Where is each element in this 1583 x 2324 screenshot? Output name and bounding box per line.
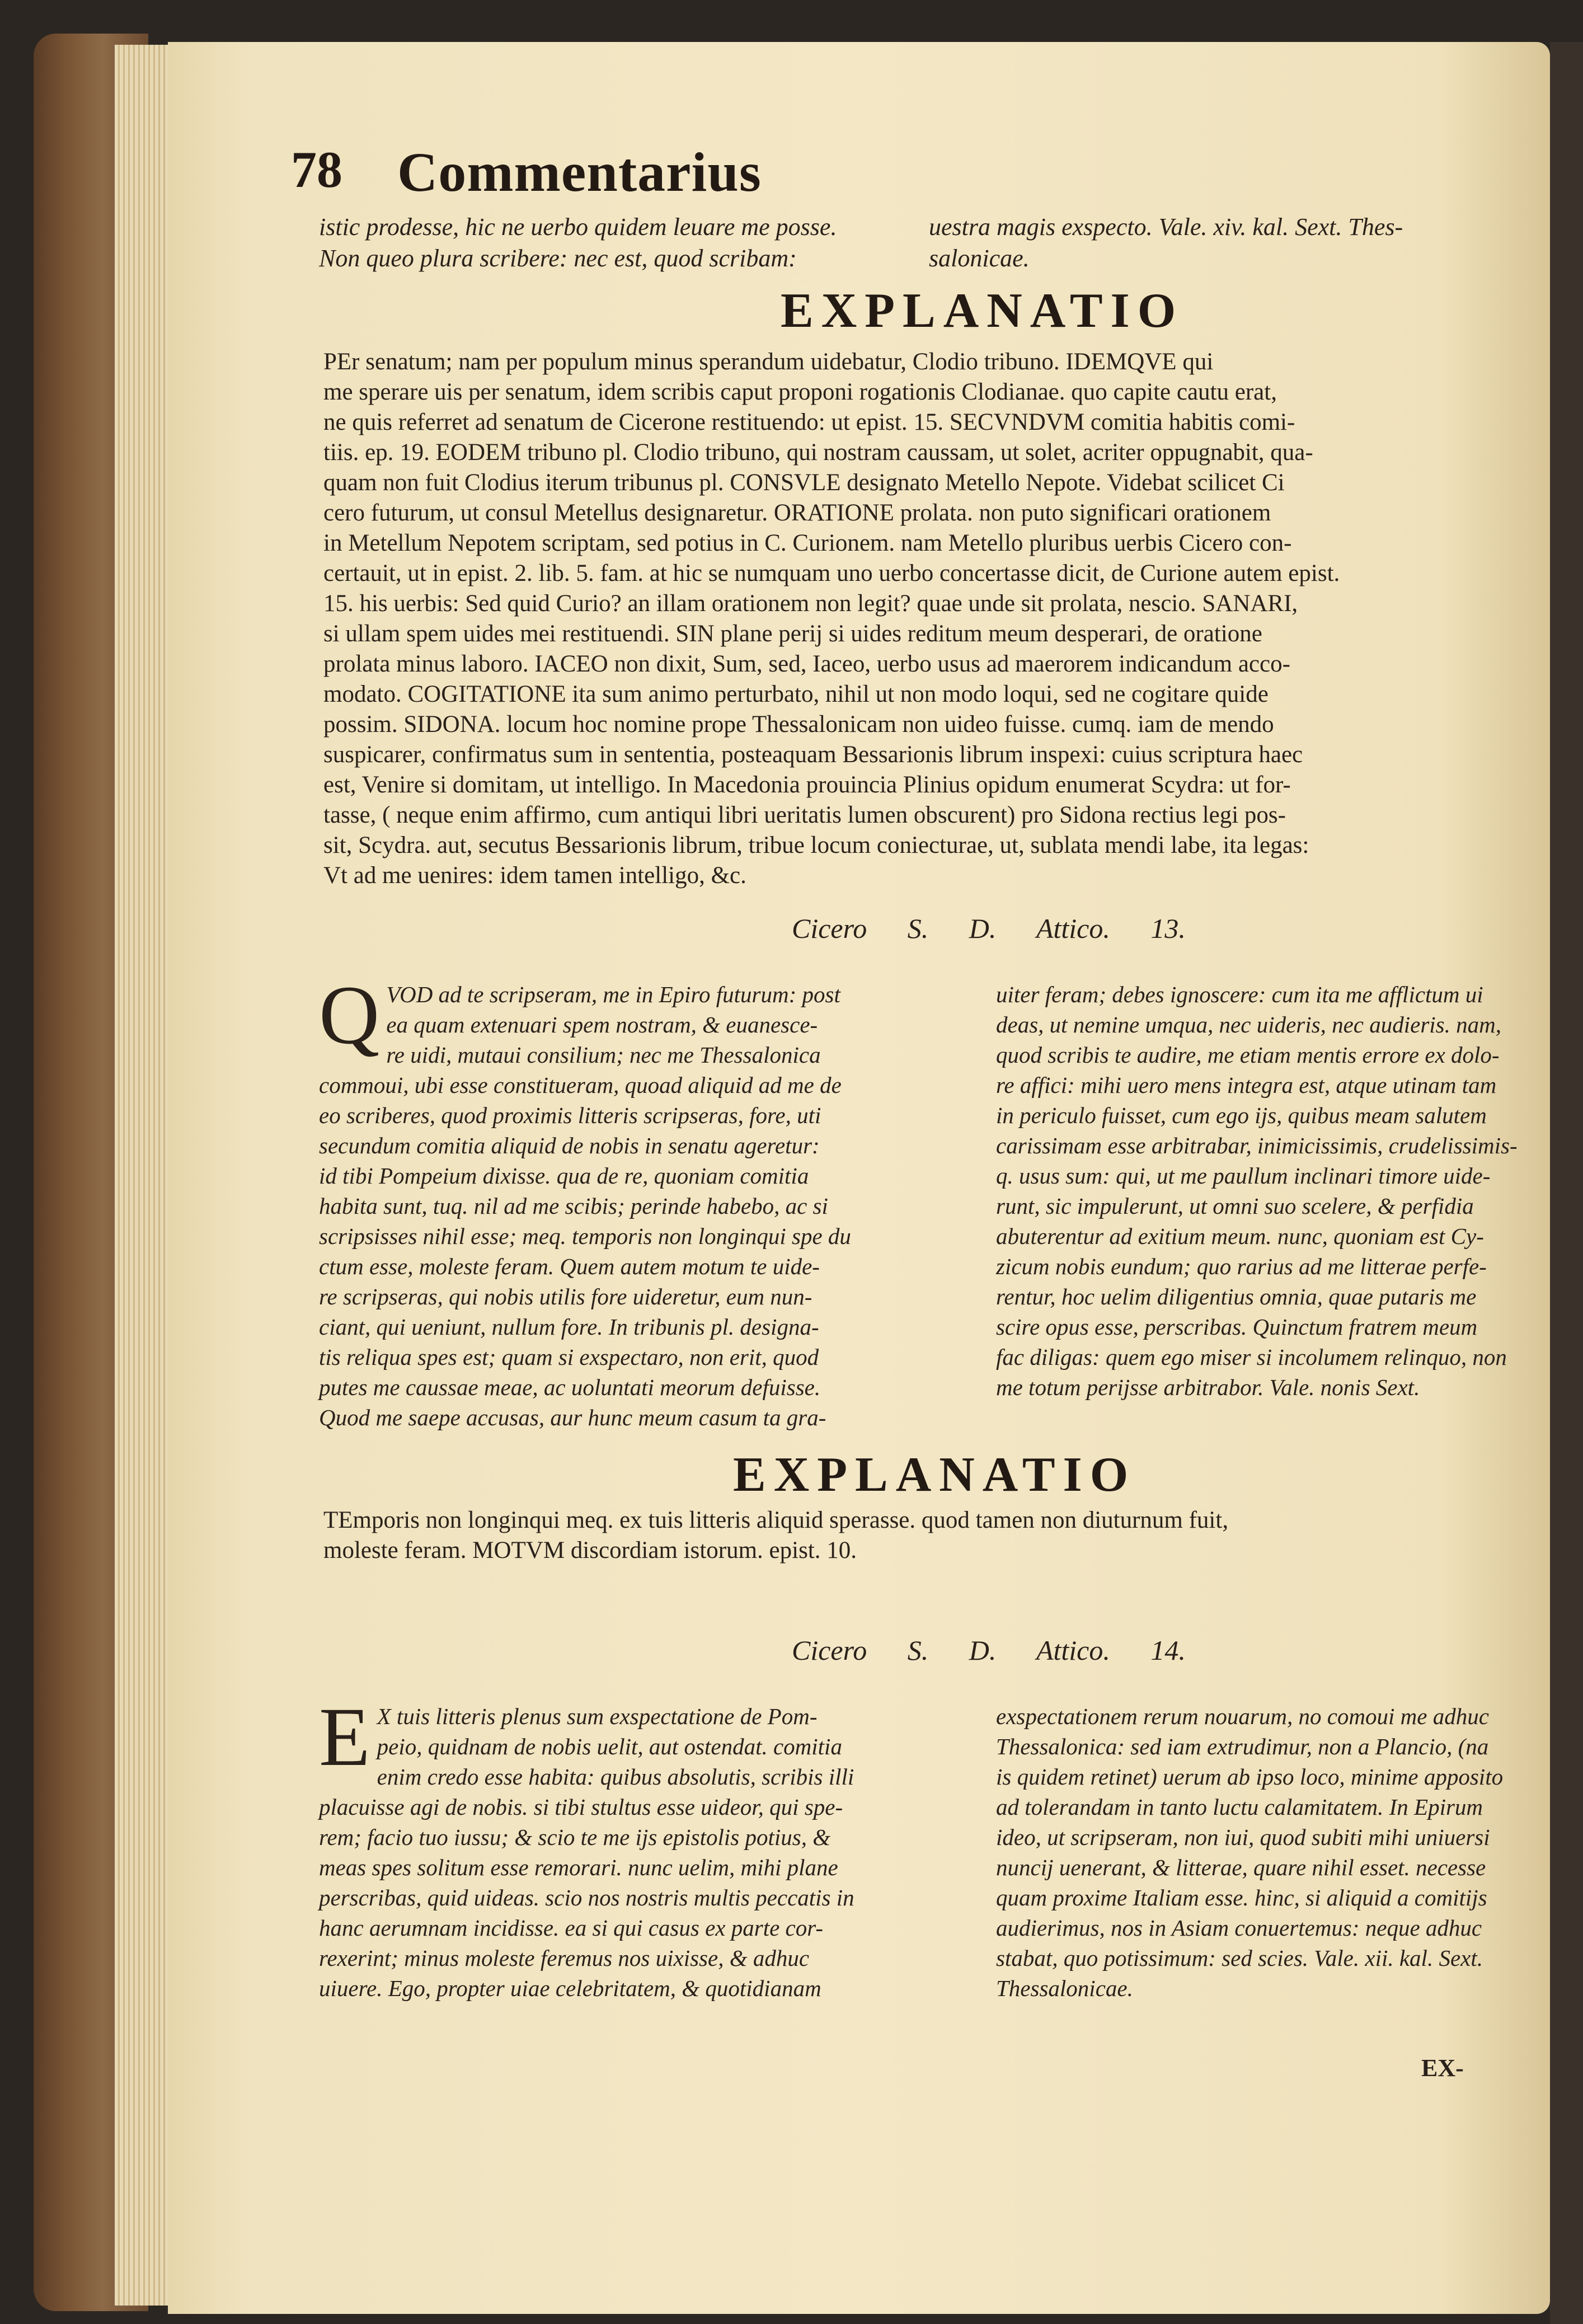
running-title: Commentarius	[397, 141, 762, 203]
dropcap: Q	[319, 969, 380, 1062]
text-line: stabat, quo potissimum: sed scies. Vale. xii. kal. Sext.	[996, 1945, 1483, 1971]
text-line: ad tolerandam in tanto luctu calamitatem. In Epirum	[996, 1794, 1483, 1820]
text-line: 15. his uerbis: Sed quid Curio? an illam orationem non legit? quae unde sit prolata, nescio. SANARI,	[323, 590, 1298, 617]
letter-13-left-column	[319, 969, 979, 1433]
text-line: Thessalonica: sed iam extrudimur, non a Plancio, (na	[996, 1734, 1489, 1759]
text-line: Quod me saepe accusas, aur hunc meum casum ta gra-	[319, 1405, 826, 1430]
text-line: zicum nobis eundum; quo rarius ad me litterae perfe-	[996, 1253, 1487, 1279]
text-line: peio, quidnam de nobis uelit, aut ostendat. comitia	[377, 1734, 842, 1759]
explanatio-1-body	[323, 347, 1521, 891]
text-line: PEr senatum; nam per populum minus sperandum uidebatur, Clodio tribuno. IDEMQVE qui	[323, 349, 1214, 375]
title-part: Attico.	[1036, 1635, 1110, 1666]
text-line: modato. COGITATIONE ita sum animo perturbato, nihil ut non modo loqui, sed ne cogitare quide	[323, 681, 1269, 707]
text-line: possim. SIDONA. locum hoc nomine prope Thessalonicam non uideo fuisse. cumq. iam de mendo	[323, 711, 1274, 738]
text-line: ctum esse, moleste feram. Quem autem motum te uide-	[319, 1253, 820, 1279]
text-line: moleste feram. MOTVM discordiam istorum. epist. 10.	[323, 1537, 857, 1564]
text-line: audierimus, nos in Asiam conuertemus: neque adhuc	[996, 1915, 1482, 1941]
title-part: 14.	[1150, 1635, 1186, 1666]
text-line: me totum perijsse arbitrabor. Vale. nonis Sext.	[996, 1374, 1420, 1400]
text-line: prolata minus laboro. IACEO non dixit, Sum, sed, Iaceo, uerbo usus ad maerorem indicandum acco-	[323, 651, 1290, 677]
text-line: istic prodesse, hic ne uerbo quidem leuare me posse.	[319, 213, 837, 241]
text-line: enim credo esse habita: quibus absolutis, scribis illi	[377, 1764, 854, 1790]
text-line: TEmporis non longinqui meq. ex tuis litteris aliquid sperasse. quod tamen non diuturnum fuit,	[323, 1507, 1229, 1533]
text-line: X tuis litteris plenus sum exspectatione de Pom-	[377, 1703, 818, 1729]
text-line: exspectationem rerum nouarum, no comoui me adhuc	[996, 1703, 1489, 1729]
text-line: rexerint; minus moleste feremus nos uixisse, & adhuc	[319, 1945, 810, 1971]
title-part: S.	[907, 1635, 929, 1666]
text-line: ne quis referret ad senatum de Cicerone restituendo: ut epist. 15. SECVNDVM comitia habitis comi-	[323, 409, 1295, 435]
text-line: si ullam spem uides mei restituendi. SIN plane perij si uides reditum meum desperari, de oratione	[323, 621, 1262, 647]
text-line: runt, sic impulerunt, ut omni suo scelere, & perfidia	[996, 1193, 1474, 1219]
letter-13-title	[792, 912, 1186, 945]
text-line: secundum comitia aliquid de nobis in senatu ageretur:	[319, 1133, 820, 1158]
text-line: fac diligas: quem ego miser si incolumem relinquo, non	[996, 1344, 1507, 1370]
text-line: rem; facio tuo iussu; & scio te me ijs epistolis potius, &	[319, 1824, 831, 1850]
text-line: re uidi, mutaui consilium; nec me Thessalonica	[386, 1042, 821, 1068]
text-line: carissimam esse arbitrabar, inimicissimis, crudelissimis-	[996, 1133, 1518, 1158]
text-line: rentur, hoc uelim diligentius omnia, quae putaris me	[996, 1284, 1477, 1309]
text-line: sit, Scydra. aut, secutus Bessarionis librum, tribue locum coniecturae, ut, sublata mendi labe, ita legas:	[323, 832, 1309, 858]
explanatio-2-body	[323, 1505, 1521, 1566]
text-line: quod scribis te audire, me etiam mentis errore ex dolo-	[996, 1042, 1500, 1068]
text-line: hanc aerumnam incidisse. ea si qui casus ex parte cor-	[319, 1915, 824, 1941]
text-line: tis reliqua spes est; quam si exspectaro, non erit, quod	[319, 1344, 819, 1370]
dropcap: E	[319, 1691, 370, 1783]
title-part: Cicero	[792, 1635, 867, 1666]
text-line: Vt ad me uenires: idem tamen intelligo, &c.	[323, 862, 746, 889]
letter-14-left-column	[319, 1691, 979, 2003]
text-line: in Metellum Nepotem scriptam, sed potius in C. Curionem. nam Metello pluribus uerbis Cicero con-	[323, 530, 1292, 556]
explanatio-heading-1: EXPLANATIO	[781, 284, 1184, 338]
text-line: perscribas, quid uideas. scio nos nostris multis peccatis in	[319, 1885, 854, 1910]
title-part: D.	[969, 913, 997, 944]
title-part: S.	[907, 913, 929, 944]
letter-14-right-column	[996, 1701, 1522, 2003]
text-line: q. usus sum: qui, ut me paullum inclinari timore uide-	[996, 1163, 1491, 1189]
top-fragment-right	[929, 212, 1522, 274]
text-line: uestra magis exspecto. Vale. xiv. kal. Sext. Thes-	[929, 213, 1403, 241]
text-line: Non queo plura scribere: nec est, quod scribam:	[319, 245, 797, 272]
text-line: scripsisses nihil esse; meq. temporis non longinqui spe du	[319, 1223, 851, 1249]
text-line: quam non fuit Clodius iterum tribunus pl. CONSVLE designato Metello Nepote. Videbat scilicet Ci	[323, 470, 1285, 496]
title-part: Attico.	[1036, 913, 1110, 944]
page-number: 78	[291, 141, 342, 198]
text-line: salonicae.	[929, 245, 1030, 272]
explanatio-heading-2: EXPLANATIO	[733, 1448, 1136, 1502]
text-line: certauit, ut in epist. 2. lib. 5. fam. at hic se numquam uno uerbo concertasse dicit, de Curione autem epist.	[323, 560, 1340, 586]
text-line: id tibi Pompeium dixisse. qua de re, quoniam comitia	[319, 1163, 809, 1189]
text-line: Thessalonicae.	[996, 1975, 1133, 2001]
catchword: EX-	[1421, 2054, 1464, 2082]
page-header	[291, 140, 1242, 207]
text-line: VOD ad te scripseram, me in Epiro futurum: post	[386, 982, 840, 1007]
text-line: is quidem retinet) uerum ab ipso loco, minime apposito	[996, 1764, 1504, 1790]
text-line: in periculo fuisset, cum ego ijs, quibus meam salutem	[996, 1102, 1487, 1128]
text-line: nuncij uenerant, & litterae, quare nihil esset. necesse	[996, 1854, 1486, 1880]
text-line: scire opus esse, perscribas. Quinctum fratrem meum	[996, 1314, 1478, 1340]
right-margin-shadow	[1550, 42, 1583, 2324]
title-part: Cicero	[792, 913, 867, 944]
text-line: ea quam extenuari spem nostram, & euanesce-	[386, 1012, 818, 1037]
text-line: quam proxime Italiam esse. hinc, si aliquid a comitijs	[996, 1885, 1487, 1910]
text-line: uiuere. Ego, propter uiae celebritatem, & quotidianam	[319, 1975, 821, 2001]
text-line: cero futurum, ut consul Metellus designaretur. ORATIONE prolata. non puto significari orationem	[323, 500, 1271, 526]
text-line: uiter feram; debes ignoscere: cum ita me afflictum ui	[996, 982, 1483, 1007]
text-line: ciant, qui ueniunt, nullum fore. In tribunis pl. designa-	[319, 1314, 819, 1340]
text-line: putes me caussae meae, ac uoluntati meorum defuisse.	[319, 1374, 821, 1400]
title-part: D.	[969, 1635, 997, 1666]
letter-13-right-column	[996, 979, 1522, 1402]
text-line: tasse, ( neque enim affirmo, cum antiqui libri ueritatis lumen obscurent) pro Sidona rectius legi pos-	[323, 802, 1286, 828]
letter-14-title	[792, 1634, 1186, 1666]
text-line: placuisse agi de nobis. si tibi stultus esse uideor, qui spe-	[319, 1794, 843, 1820]
text-line: eo scriberes, quod proximis litteris scripseras, fore, uti	[319, 1102, 821, 1128]
text-line: ideo, ut scripseram, non iui, quod subiti mihi uniuersi	[996, 1824, 1490, 1850]
text-line: habita sunt, tuq. nil ad me scibis; perinde habebo, ac si	[319, 1193, 828, 1219]
text-line: me sperare uis per senatum, idem scribis caput proponi rogationis Clodianae. quo capite cautu erat,	[323, 379, 1277, 405]
text-line: est, Venire si domitam, ut intelligo. In Macedonia prouincia Plinius opidum enumerat Scydra: ut for-	[323, 772, 1291, 798]
text-line: suspicarer, confirmatus sum in sententia, posteaquam Bessarionis librum inspexi: cuius scriptura haec	[323, 741, 1303, 768]
top-fragment-left	[319, 212, 918, 274]
text-line: re affici: mihi uero mens integra est, atque utinam tam	[996, 1072, 1497, 1098]
text-line: deas, ut nemine umqua, nec uideris, nec audieris. nam,	[996, 1012, 1501, 1037]
text-line: meas spes solitum esse remorari. nunc uelim, mihi plane	[319, 1854, 838, 1880]
title-part: 13.	[1150, 913, 1186, 944]
text-line: commoui, ubi esse constitueram, quoad aliquid ad me de	[319, 1072, 842, 1098]
text-line: re scripseras, qui nobis utilis fore uideretur, eum nun-	[319, 1284, 812, 1309]
text-line: abuterentur ad exitium meum. nunc, quoniam est Cy-	[996, 1223, 1484, 1249]
text-line: tiis. ep. 19. EODEM tribuno pl. Clodio tribuno, qui nostram caussam, ut solet, acriter oppugnabit, qua-	[323, 439, 1313, 466]
